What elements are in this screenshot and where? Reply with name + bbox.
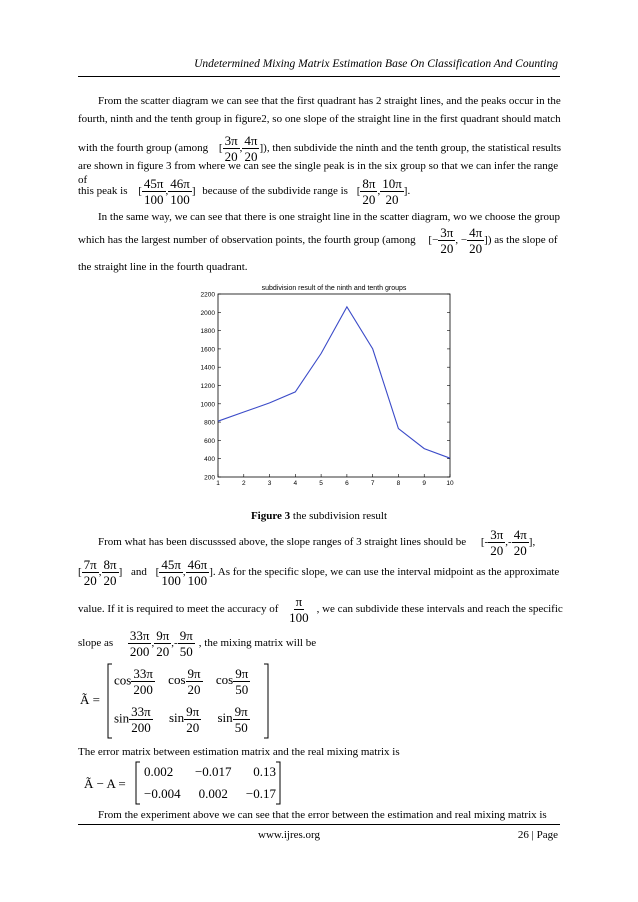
a-tilde-label: Ã = <box>80 692 100 707</box>
frac-9pi-50: $\frac{9\pi}{50}$ <box>179 628 193 659</box>
frac-4pi-20-b: $\frac{4\pi}{20}$ <box>469 225 483 256</box>
figure-caption <box>0 510 638 522</box>
mixing-matrix-row-1 <box>114 666 250 697</box>
error-cell: 0.002 <box>198 786 228 801</box>
cos-1: cos <box>114 672 132 688</box>
p2-line-2b: ) as the slope of <box>487 234 558 247</box>
x-tick-label: 1 <box>216 480 220 487</box>
a-diff-label: Ã − A = <box>84 776 126 791</box>
y-tick-label: 1400 <box>200 364 215 372</box>
frac-45pi-100: $\frac{45\pi}{100}$ <box>143 176 164 207</box>
error-row-1 <box>144 764 276 780</box>
mixing-matrix-row-2 <box>114 704 250 735</box>
p2-line-3: the straight line in the fourth quadrant. <box>78 261 248 273</box>
p1-line-3a: with the fourth group (among <box>78 142 209 155</box>
cos-3: cos <box>215 672 234 688</box>
p1-line-5b: because of the subdivide range is <box>202 185 348 198</box>
frac-9pi-50-m1: $\frac{9\pi}{50}$ <box>235 666 249 697</box>
frac-4pi-20-c: $\frac{4\pi}{20}$ <box>513 527 527 558</box>
footer-site: www.ijres.org <box>258 829 321 841</box>
frac-9pi-20: $\frac{9\pi}{20}$ <box>156 628 170 659</box>
error-row-2 <box>144 786 276 802</box>
p1-line-3b: ), then subdivide the ninth and the tenth group, the statistical results <box>263 142 562 155</box>
p2-line-2a: which has the largest number of observation points, the fourth group (among <box>78 234 416 247</box>
p5-line: The error matrix between estimation matrix and the real mixing matrix is <box>78 746 400 758</box>
y-tick-label: 2200 <box>200 291 215 299</box>
frac-9pi-50-m2: $\frac{9\pi}{50}$ <box>234 704 248 735</box>
running-header: Undetermined Mixing Matrix Estimation Base On Classification And Counting <box>194 58 558 70</box>
p6-line: From the experiment above we can see that the error between the estimation and real mixing matrix is <box>98 809 547 821</box>
x-tick-label: 5 <box>319 480 323 487</box>
p2-line-1: In the same way, we can see that there is one straight line in the scatter diagram, wo we choose the group <box>98 211 561 223</box>
y-tick-label: 1800 <box>200 328 215 336</box>
p4-line-1 <box>78 594 562 625</box>
error-cell: −0.004 <box>144 786 181 801</box>
y-tick-label: 800 <box>204 419 215 427</box>
y-tick-label: 200 <box>204 474 215 482</box>
p1-line-2: fourth, ninth and the tenth group in figure2, so one slope of the straight line in the first quadrant should match <box>78 113 561 125</box>
figure-3-chart <box>186 282 462 494</box>
p4-line-1b: , we can subdivide these intervals and reach the specific <box>316 603 563 616</box>
p2-line-2: which has the largest number of observation points, the fourth group (among [− $\frac{3\pi}{20}$ , − $\frac{4\pi}{20}$ ]) as the slope of <box>78 225 558 256</box>
y-tick-label: 400 <box>204 456 215 464</box>
frac-8pi-20-b: $\frac{8\pi}{20}$ <box>103 557 117 588</box>
frac-10pi-20: $\frac{10\pi}{20}$ <box>382 176 402 207</box>
x-tick-label: 8 <box>396 480 401 487</box>
frac-33pi-200-m1: $\frac{33\pi}{200}$ <box>133 666 153 697</box>
p3-line-2: [ $\frac{7\pi}{20}$ , $\frac{8\pi}{20}$ ] and [ $\frac{45\pi}{100}$ , $\frac{46\pi}{100}$ ]. As for the specific slope, we can use the interval midpoint as the approximate <box>78 557 560 588</box>
error-matrix <box>144 764 276 802</box>
x-tick-label: 9 <box>422 480 427 487</box>
footer-rule <box>78 824 560 825</box>
p1-line-5a: this peak is <box>78 185 128 198</box>
caption-label: Figure 3 <box>250 510 291 522</box>
p4-line-2: slope as $\frac{33\pi}{200}$ , $\frac{9\pi}{20}$ ,- $\frac{9\pi}{50}$ , the mixing matrix will be <box>78 628 317 659</box>
frac-3pi-20-c: $\frac{3\pi}{20}$ <box>490 527 504 558</box>
sin-2: sin <box>169 710 185 726</box>
error-cell: −0.017 <box>194 764 232 779</box>
footer-page: 26 | Page <box>517 829 558 841</box>
p1-line-3: with the fourth group (among [ $\frac{3\pi}{20}$ , $\frac{4\pi}{20}$ ]), then subdivide the ninth and the tenth group, the statistical results <box>78 133 562 164</box>
header-rule <box>78 76 560 77</box>
frac-9pi-20-m1: $\frac{9\pi}{20}$ <box>187 666 201 697</box>
frac-9pi-20-m2: $\frac{9\pi}{20}$ <box>186 704 200 735</box>
frac-3pi-20: $\frac{3\pi}{20}$ <box>224 133 238 164</box>
y-tick-label: 600 <box>204 437 215 445</box>
frac-33pi-200: $\frac{33\pi}{200}$ <box>129 628 150 659</box>
frac-33pi-200-m2: $\frac{33\pi}{200}$ <box>131 704 151 735</box>
x-tick-label: 10 <box>446 480 454 487</box>
y-tick-label: 1200 <box>200 383 215 390</box>
chart-title: subdivision result of the ninth and tenth groups <box>261 285 407 292</box>
p4-line-2b: , the mixing matrix will be <box>198 637 317 650</box>
frac-8pi-20: $\frac{8\pi}{20}$ <box>362 176 376 207</box>
x-tick-label: 7 <box>370 480 375 487</box>
p4-line-1a: value. If it is required to meet the accuracy of <box>78 603 279 616</box>
frac-46pi-100-b: $\frac{46\pi}{100}$ <box>187 557 208 588</box>
p3-line-2-text: . As for the specific slope, we can use the interval midpoint as the approximate <box>212 566 560 579</box>
p3-and: and <box>131 566 147 579</box>
p4-line-2a: slope as <box>78 637 114 650</box>
frac-pi-100: $\frac{\pi}{100}$ <box>289 594 309 625</box>
frac-45pi-100-b: $\frac{45\pi}{100}$ <box>161 557 181 588</box>
y-tick-label: 1600 <box>200 346 215 354</box>
caption-text: the subdivision result <box>290 510 388 522</box>
sin-3: sin <box>217 710 233 726</box>
p1-line-5: this peak is [ $\frac{45\pi}{100}$ , $\frac{46\pi}{100}$ ] because of the subdivide range is [ $\frac{8\pi}{20}$ , $\frac{10\pi}{20}$ ]. <box>78 176 411 207</box>
frac-46pi-100: $\frac{46\pi}{100}$ <box>170 176 190 207</box>
frac-3pi-20-b: $\frac{3\pi}{20}$ <box>440 225 454 256</box>
x-tick-label: 4 <box>293 480 298 487</box>
x-tick-label: 2 <box>241 480 246 487</box>
plot-area <box>218 294 450 477</box>
frac-7pi-20: $\frac{7\pi}{20}$ <box>83 557 97 588</box>
error-cell: 0.13 <box>253 764 276 779</box>
p3-line-1: From what has been discusssed above, the slope ranges of 3 straight lines should be [- $\frac{3\pi}{20}$ ,- $\frac{4\pi}{20}$ ], <box>98 527 536 558</box>
p1-line-1: From the scatter diagram we can see that the first quadrant has 2 straight lines, and the peaks occur in the <box>98 95 561 107</box>
x-tick-label: 6 <box>345 480 349 487</box>
y-tick-label: 2000 <box>200 309 215 317</box>
error-cell: 0.002 <box>144 764 174 779</box>
p3-line-1a: From what has been discusssed above, the slope ranges of 3 straight lines should be <box>98 536 467 549</box>
error-cell: −0.17 <box>245 786 276 801</box>
sin-1: sin <box>114 710 130 726</box>
cos-2: cos <box>168 672 186 688</box>
p1-line-4: are shown in figure 3 from where we can see the single peak is in the six group so that we can infer the range of <box>78 160 559 186</box>
x-tick-label: 3 <box>267 480 272 487</box>
y-tick-label: 1000 <box>200 401 215 409</box>
frac-4pi-20: $\frac{4\pi}{20}$ <box>244 133 258 164</box>
